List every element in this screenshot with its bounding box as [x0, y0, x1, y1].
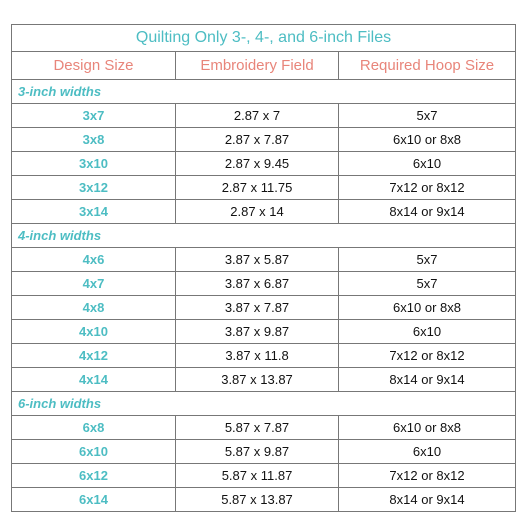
group-label: 6-inch widths	[12, 392, 516, 416]
design-size-cell: 3x10	[12, 152, 176, 176]
table-row	[12, 176, 516, 200]
hoop-size-cell: 8x14 or 9x14	[339, 488, 516, 512]
design-size-cell: 3x7	[12, 104, 176, 128]
embroidery-field-cell: 3.87 x 6.87	[176, 272, 339, 296]
design-size-cell: 3x14	[12, 200, 176, 224]
design-size-cell: 6x10	[12, 440, 176, 464]
hoop-size-table	[11, 24, 516, 512]
design-size-cell: 6x14	[12, 488, 176, 512]
table-row	[12, 320, 516, 344]
table-row	[12, 440, 516, 464]
hoop-size-cell: 6x10 or 8x8	[339, 128, 516, 152]
group-row	[12, 80, 516, 104]
design-size-cell: 6x8	[12, 416, 176, 440]
embroidery-field-cell: 5.87 x 7.87	[176, 416, 339, 440]
embroidery-field-cell: 3.87 x 7.87	[176, 296, 339, 320]
hoop-size-cell: 5x7	[339, 104, 516, 128]
hoop-size-cell: 8x14 or 9x14	[339, 200, 516, 224]
table-row	[12, 344, 516, 368]
table-row	[12, 248, 516, 272]
table-row	[12, 368, 516, 392]
design-size-cell: 4x12	[12, 344, 176, 368]
embroidery-field-cell: 2.87 x 14	[176, 200, 339, 224]
hoop-size-cell: 5x7	[339, 248, 516, 272]
header-embroidery-field: Embroidery Field	[176, 52, 339, 80]
table-row	[12, 416, 516, 440]
embroidery-field-cell: 2.87 x 9.45	[176, 152, 339, 176]
table-row	[12, 464, 516, 488]
group-row	[12, 224, 516, 248]
design-size-cell: 4x14	[12, 368, 176, 392]
group-row	[12, 392, 516, 416]
hoop-size-cell: 6x10 or 8x8	[339, 296, 516, 320]
hoop-size-cell: 8x14 or 9x14	[339, 368, 516, 392]
header-row	[12, 52, 516, 80]
table-row	[12, 104, 516, 128]
hoop-size-cell: 6x10 or 8x8	[339, 416, 516, 440]
table-row	[12, 296, 516, 320]
embroidery-field-cell: 5.87 x 11.87	[176, 464, 339, 488]
design-size-cell: 4x10	[12, 320, 176, 344]
header-design-size: Design Size	[12, 52, 176, 80]
embroidery-field-cell: 3.87 x 5.87	[176, 248, 339, 272]
group-label: 4-inch widths	[12, 224, 516, 248]
hoop-size-cell: 7x12 or 8x12	[339, 176, 516, 200]
embroidery-field-cell: 5.87 x 13.87	[176, 488, 339, 512]
hoop-size-cell: 7x12 or 8x12	[339, 344, 516, 368]
table-row	[12, 152, 516, 176]
title-row	[12, 25, 516, 52]
table-row	[12, 128, 516, 152]
header-required-hoop-size: Required Hoop Size	[339, 52, 516, 80]
design-size-cell: 4x7	[12, 272, 176, 296]
embroidery-field-cell: 3.87 x 9.87	[176, 320, 339, 344]
embroidery-field-cell: 2.87 x 11.75	[176, 176, 339, 200]
hoop-size-cell: 7x12 or 8x12	[339, 464, 516, 488]
embroidery-field-cell: 5.87 x 9.87	[176, 440, 339, 464]
embroidery-field-cell: 2.87 x 7	[176, 104, 339, 128]
design-size-cell: 6x12	[12, 464, 176, 488]
design-size-cell: 3x12	[12, 176, 176, 200]
embroidery-field-cell: 3.87 x 11.8	[176, 344, 339, 368]
table-title: Quilting Only 3-, 4-, and 6-inch Files	[12, 25, 516, 52]
table-row	[12, 488, 516, 512]
hoop-size-cell: 6x10	[339, 320, 516, 344]
group-label: 3-inch widths	[12, 80, 516, 104]
hoop-size-cell: 6x10	[339, 152, 516, 176]
embroidery-field-cell: 2.87 x 7.87	[176, 128, 339, 152]
hoop-size-cell: 5x7	[339, 272, 516, 296]
table-row	[12, 200, 516, 224]
table-row	[12, 272, 516, 296]
design-size-cell: 4x6	[12, 248, 176, 272]
hoop-size-cell: 6x10	[339, 440, 516, 464]
design-size-cell: 4x8	[12, 296, 176, 320]
design-size-cell: 3x8	[12, 128, 176, 152]
embroidery-field-cell: 3.87 x 13.87	[176, 368, 339, 392]
